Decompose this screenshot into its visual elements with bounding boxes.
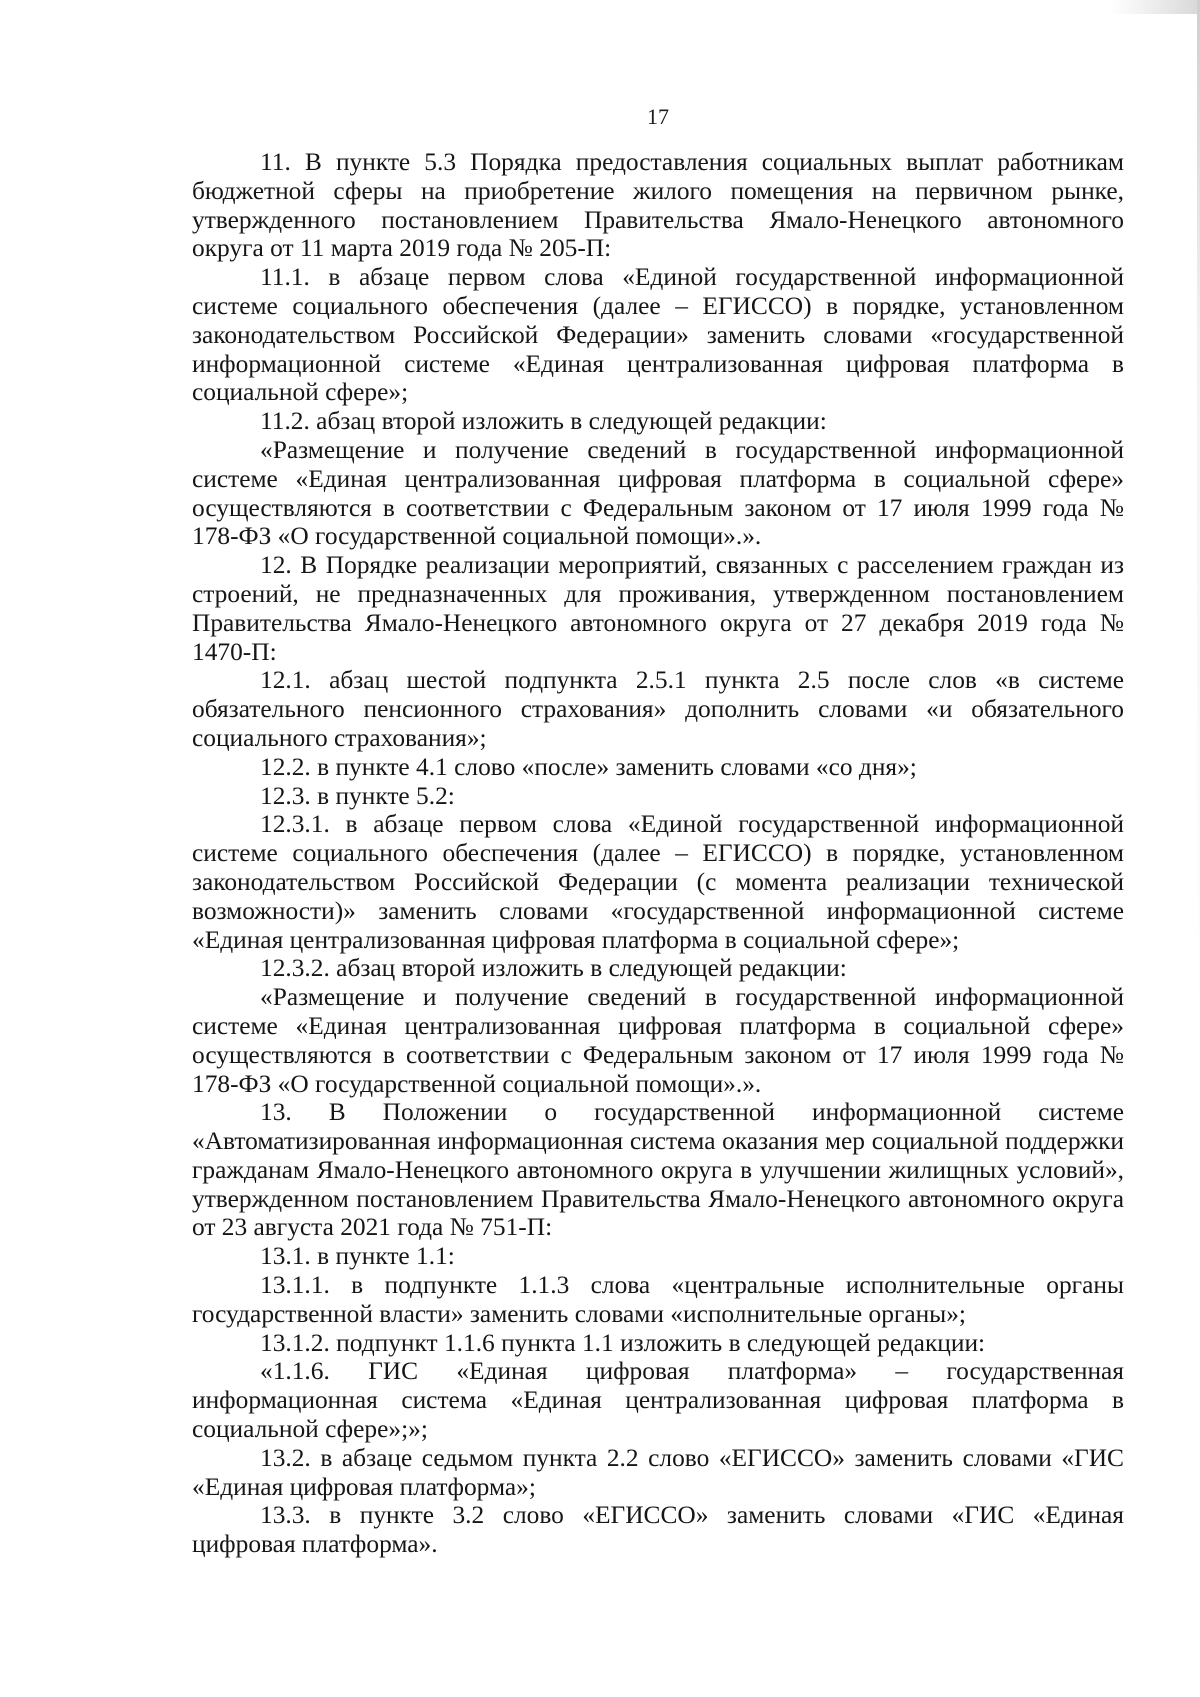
paragraph-13-1-1: 13.1.1. в подпункте 1.1.3 слова «центральные исполнительные органы государственной власти» заменить словами «исполнительные органы»; [192, 1271, 1124, 1328]
paragraph-12-3-2: 12.3.2. абзац второй изложить в следующей редакции: [260, 954, 847, 983]
paragraph-13-1-2-quote: «1.1.6. ГИС «Единая цифровая платформа» – государственная информационная система «Единая централизованная цифровая платформа в социальной сфере»;»; [192, 1357, 1124, 1444]
page-number: 17 [647, 104, 669, 129]
paragraph-11-1: 11.1. в абзаце первом слова «Единой государственной информационной системе социального обеспечения (далее – ЕГИССО) в порядке, установленном законодательством Российской Федерации» заменить словами «государственной информационной системе «Единая централизованная цифровая платформа в социальной сфере»; [192, 263, 1124, 407]
paragraph-13-1: 13.1. в пункте 1.1: [260, 1242, 455, 1271]
scan-shadow-corner [1110, 0, 1200, 14]
paragraph-11-2: 11.2. абзац второй изложить в следующей редакции: [260, 407, 827, 436]
paragraph-12-1: 12.1. абзац шестой подпункта 2.5.1 пункта 2.5 после слов «в системе обязательного пенсионного страхования» дополнить словами «и обязательного социального страхования»; [192, 666, 1124, 752]
paragraph-12-3-2-quote: «Размещение и получение сведений в государственной информационной системе «Единая централизованная цифровая платформа в социальной сфере» осуществляются в соответствии с Федеральным законом от 17 июля 1999 года № 178-ФЗ «О государственной социальной помощи».». [192, 983, 1124, 1098]
document-body [192, 148, 1124, 1559]
paragraph-12-2: 12.2. в пункте 4.1 слово «после» заменить словами «со дня»; [260, 752, 917, 781]
paragraph-12: 12. В Порядке реализации мероприятий, связанных с расселением граждан из строений, не предназначенных для проживания, утвержденном постановлением Правительства Ямало-Ненецкого автономного округа от 27 декабря 2019 года № 1470-П: [192, 551, 1124, 666]
paragraph-12-3: 12.3. в пункте 5.2: [260, 781, 455, 810]
paragraph-13-3: 13.3. в пункте 3.2 слово «ЕГИССО» заменить словами «ГИС «Единая цифровая платформа». [192, 1501, 1124, 1559]
paragraph-11-2-quote: «Размещение и получение сведений в государственной информационной системе «Единая централизованная цифровая платформа в социальной сфере» осуществляются в соответствии с Федеральным законом от 17 июля 1999 года № 178-ФЗ «О государственной социальной помощи».». [192, 435, 1124, 551]
paragraph-13: 13. В Положении о государственной информационной системе «Автоматизированная информационная система оказания мер социальной поддержки гражданам Ямало-Ненецкого автономного округа в улучшении жилищных условий», утвержденном постановлением Правительства Ямало-Ненецкого автономного округа от 23 августа 2021 года № 751-П: [192, 1098, 1124, 1242]
paragraph-12-3-1: 12.3.1. в абзаце первом слова «Единой государственной информационной системе социального обеспечения (далее – ЕГИССО) в порядке, установленном законодательством Российской Федерации (с момента реализации технической возможности)» заменить словами «государственной информационной системе «Единая централизованная цифровая платформа в социальной сфере»; [192, 810, 1124, 954]
paragraph-13-2: 13.2. в абзаце седьмом пункта 2.2 слово «ЕГИССО» заменить словами «ГИС «Единая цифровая платформа»; [192, 1443, 1124, 1501]
paragraph-13-1-2: 13.1.2. подпункт 1.1.6 пункта 1.1 изложить в следующей редакции: [260, 1328, 986, 1357]
paragraph-11: 11. В пункте 5.3 Порядка предоставления социальных выплат работникам бюджетной сферы на приобретение жилого помещения на первичном рынке, утвержденного постановлением Правительства Ямало-Ненецкого автономного округа от 11 марта 2019 года № 205-П: [192, 148, 1124, 263]
